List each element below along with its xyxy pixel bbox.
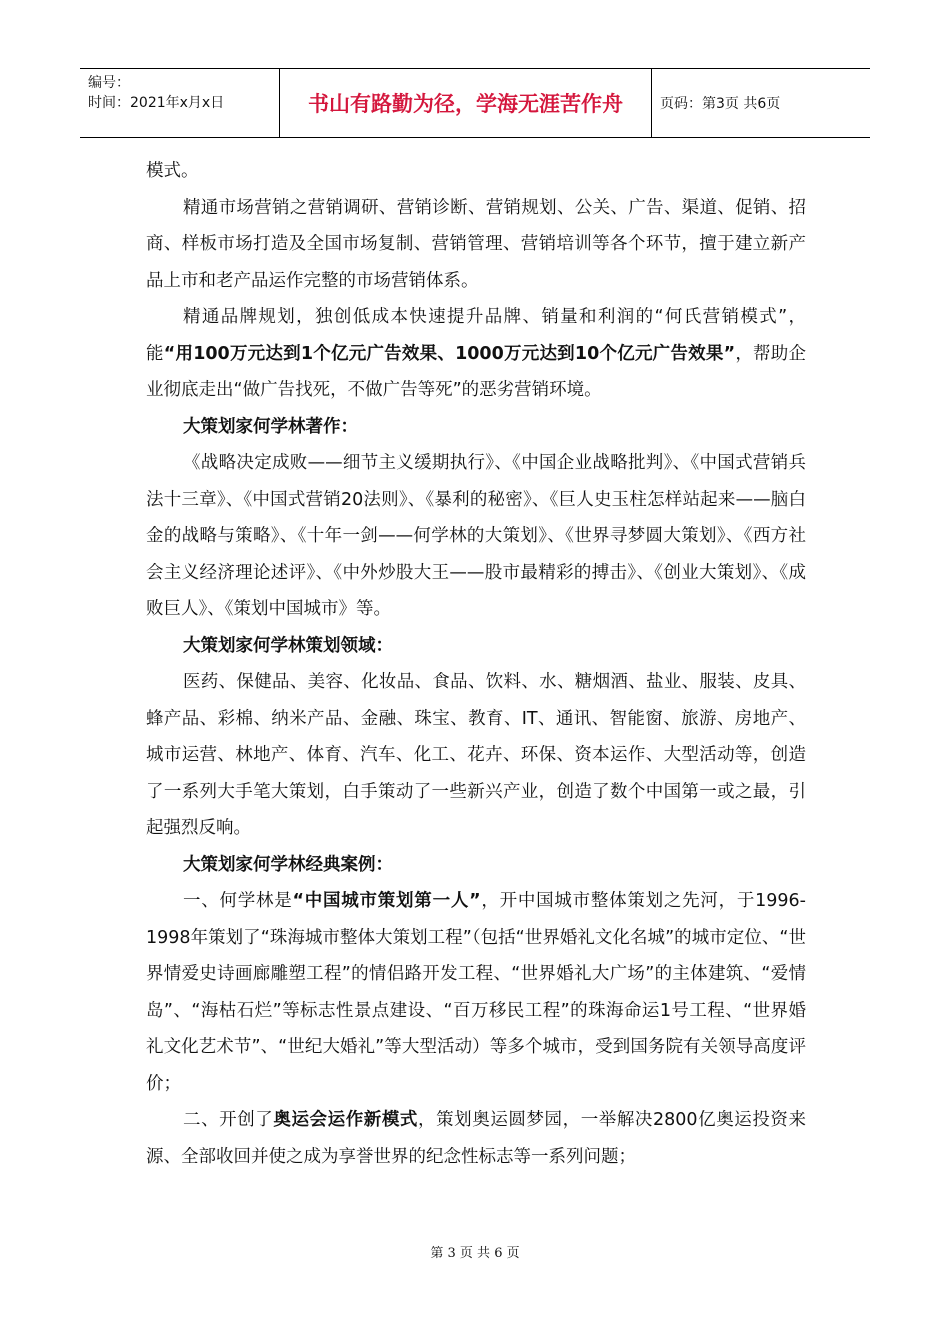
paragraph-fields: 医药、保健品、美容、化妆品、食品、饮料、水、糖烟酒、盐业、服装、皮具、蜂产品、彩棉、纳米产品、金融、珠宝、教育、IT、通讯、智能窗、旅游、房地产、城市运营、林地产、体育、汽车、化工、花卉、环保、资本运作、大型活动等，创造了一系列大手笔大策划，白手策动了一些新兴产业，创造了数个中国第一或之最，引起强烈反响。 xyxy=(146,672,806,838)
case1-text-end: ，开中国城市整体策划之先河，于1996-1998年策划了“珠海城市整体大策划工程”（包括“世界婚礼文化名城”的城市定位、“世界情爱史诗画廊雕塑工程”的情侣路开发工程、“世界婚礼大广场”的主体建筑、“爱情岛”、“海枯石烂”等标志性景点建设、“百万移民工程”的珠海命运1号工程、“世界婚礼文化艺术节”、“世纪大婚礼”等大型活动）等多个城市，受到国务院有关领导高度评价； xyxy=(146,891,806,1094)
case1-highlight: “中国城市策划第一人” xyxy=(292,891,481,911)
case2-text-start: 二、开创了 xyxy=(183,1110,274,1130)
brand-text-start: 精通品牌规划，独创低成本快速提升品牌、销量和利润的“何氏营销模式”，能 xyxy=(146,307,806,364)
header-meta xyxy=(80,69,280,137)
heading-cases: 大策划家何学林经典案例： xyxy=(183,854,393,875)
header-page-info: 页码：第3页 共6页 xyxy=(660,96,781,112)
paragraph-case-2 xyxy=(146,1102,806,1175)
paragraph-brand xyxy=(146,299,806,409)
heading-works: 大策划家何学林著作： xyxy=(183,416,358,437)
heading-fields: 大策划家何学林策划领域： xyxy=(183,635,393,656)
case2-text-end: ，策划奥运圆梦园，一举解决2800亿奥运投资来源、全部收回并使之成为享誉世界的纪念性标志等一系列问题； xyxy=(146,1110,807,1167)
paragraph-continuation: 模式。 xyxy=(146,161,199,181)
document-body xyxy=(146,153,806,1175)
case2-highlight: 奥运会运作新模式 xyxy=(273,1110,419,1130)
page-footer: 第 3 页 共 6 页 xyxy=(430,1246,520,1261)
paragraph-case-1 xyxy=(146,883,806,1102)
header-table xyxy=(80,68,870,138)
paragraph-marketing: 精通市场营销之营销调研、营销诊断、营销规划、公关、广告、渠道、促销、招商、样板市场打造及全国市场复制、营销管理、营销培训等各个环节，擅于建立新产品上市和老产品运作完整的市场营销体系。 xyxy=(146,197,806,291)
number-label: 编号： xyxy=(88,75,130,91)
case1-text-start: 一、何学林是 xyxy=(183,891,293,911)
date-line: 时间：2021年x月x日 xyxy=(88,95,225,111)
header-motto: 书山有路勤为径，学海无涯苦作舟 xyxy=(280,69,652,137)
brand-highlight: “用100万元达到1个亿元广告效果、1000万元达到10个亿元广告效果” xyxy=(163,343,736,364)
paragraph-works: 《战略决定成败——细节主义缓期执行》、《中国企业战略批判》、《中国式营销兵法十三章》、《中国式营销20法则》、《暴利的秘密》、《巨人史玉柱怎样站起来——脑白金的战略与策略》、《十年一剑——何学林的大策划》、《世界寻梦圆大策划》、《西方社会主义经济理论述评》、《中外炒股大王——股市最精彩的搏击》、《创业大策划》、《成败巨人》、《策划中国城市》等。 xyxy=(146,453,806,619)
brand-text-end: ，帮助企业彻底走出“做广告找死，不做广告等死”的恶劣营销环境。 xyxy=(146,343,807,400)
